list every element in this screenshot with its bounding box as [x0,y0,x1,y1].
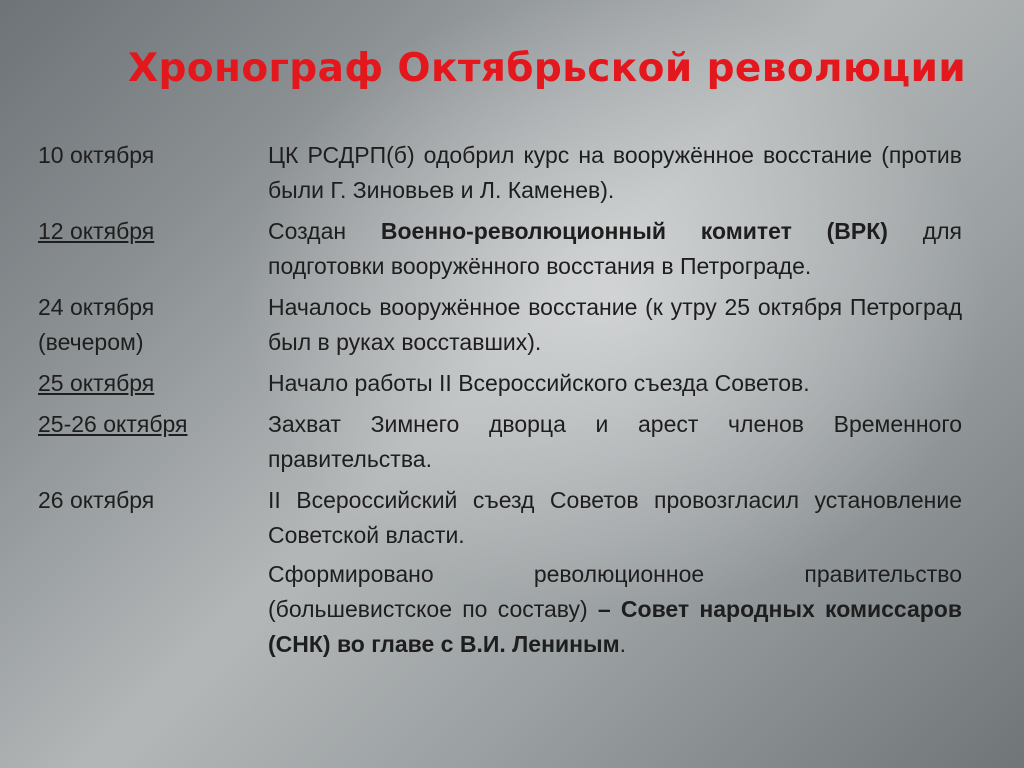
timeline-row [38,290,962,360]
event-text: Начало работы II Всероссийского съезда Советов. [268,370,810,396]
row-date [38,483,268,662]
extra-bold-text: – Совет народных комиссаров (СНК) во главе с В.И. Лениным [268,596,962,657]
slide-title: Хронограф Октябрьской революции [128,46,967,91]
row-date [38,138,268,208]
date-text: 26 октября [38,487,155,513]
row-event [268,407,962,477]
row-event [268,290,962,360]
date-note: (вечером) [38,329,144,355]
date-text: 12 октября [38,218,155,244]
timeline-row [38,366,962,401]
date-text: 10 октября [38,142,155,168]
extra-text: Сформировано революционное правительство (большевистское по составу) [268,561,962,622]
date-text: 25 октября [38,370,155,396]
row-event-extra [268,557,962,662]
row-date [38,366,268,401]
row-date [38,214,268,284]
event-bold-text: Военно-революционный комитет (ВРК) [380,218,888,244]
event-text: II Всероссийский съезд Советов провозгласил установление Советской власти. [268,487,962,548]
row-event [268,483,962,662]
timeline-row [38,214,962,284]
timeline-row [38,483,962,662]
row-date [38,407,268,477]
row-event [268,366,962,401]
event-text: Захват Зимнего дворца и арест членов Временного правительства. [268,411,962,472]
row-date [38,290,268,360]
event-text-tail: для подготовки вооружённого восстания в Петрограде. [268,218,962,279]
event-text: ЦК РСДРП(б) одобрил курс на вооружённое восстание (против были Г. Зиновьев и Л. Каменев). [268,142,962,203]
row-event [268,214,962,284]
timeline [38,138,962,668]
timeline-row [38,138,962,208]
timeline-row [38,407,962,477]
event-text: Началось вооружённое восстание (к утру 25 октября Петроград был в руках восставших). [268,294,962,355]
row-event [268,138,962,208]
date-text: 24 октября [38,294,155,320]
event-text: Создан [268,218,381,244]
extra-text-tail: . [619,631,627,657]
date-text: 25-26 октября [38,411,188,437]
